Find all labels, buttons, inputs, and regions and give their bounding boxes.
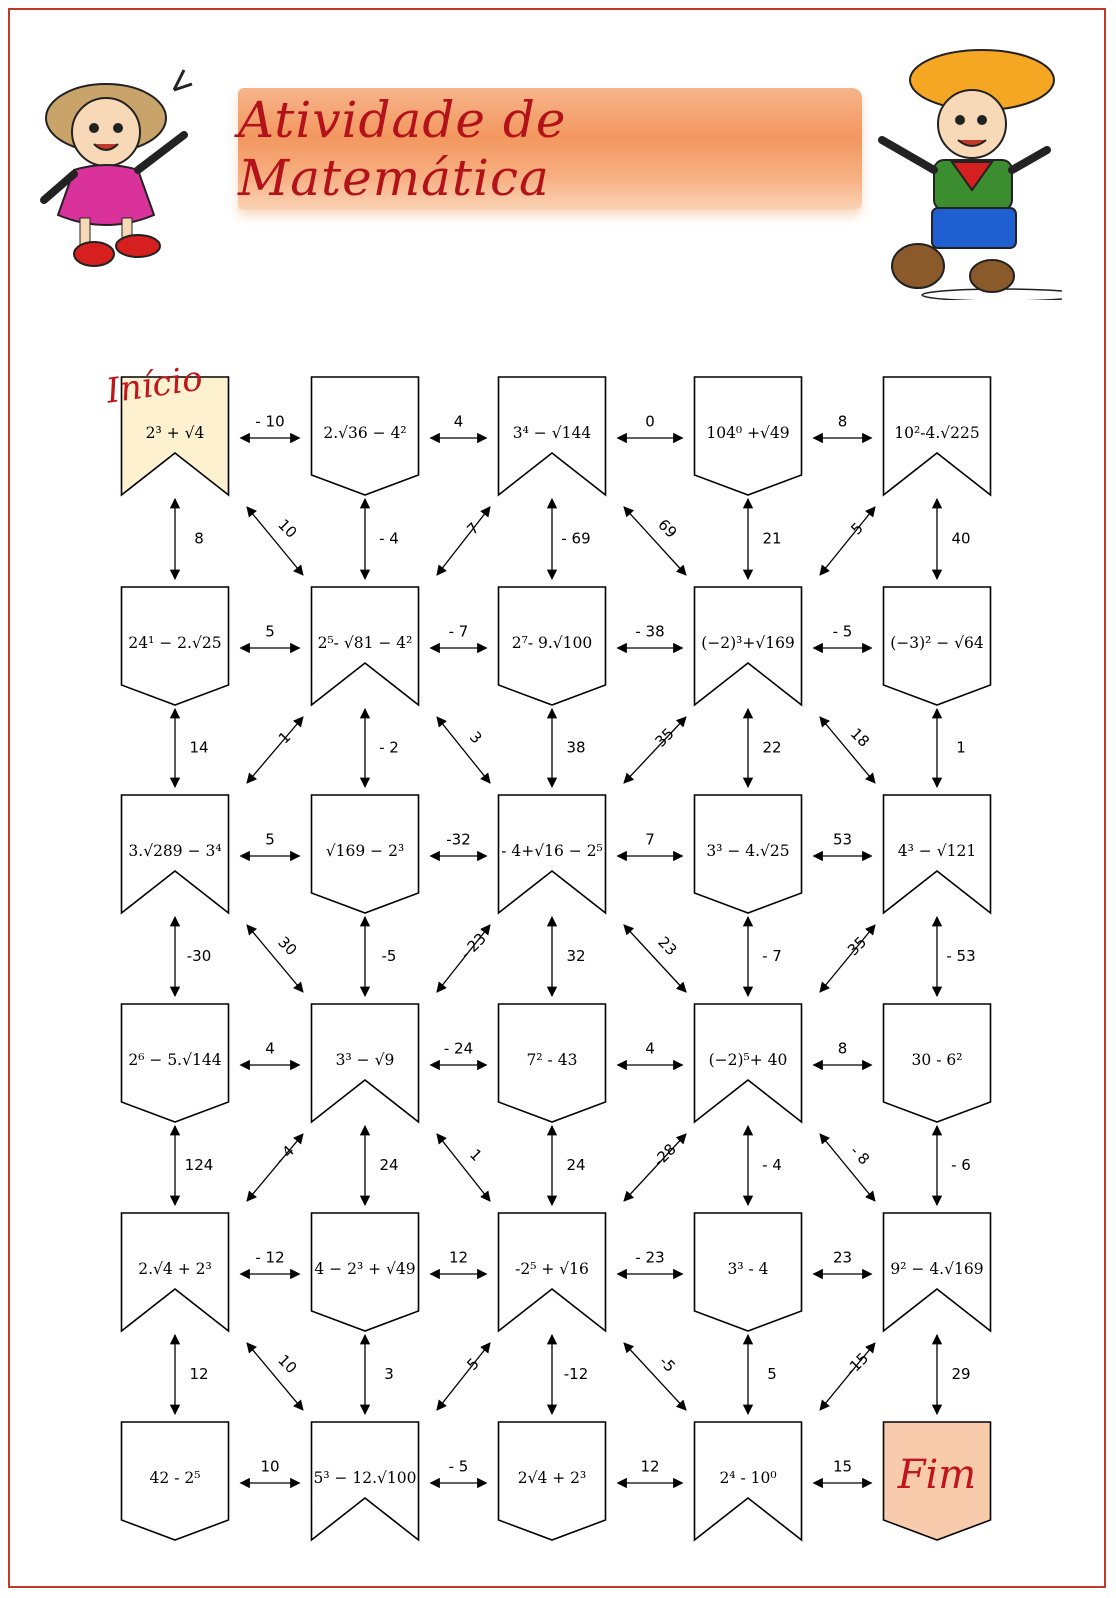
connector-label: - 2 — [379, 738, 399, 757]
connector-label: 4 — [453, 412, 464, 431]
connector-label: - 12 — [255, 1248, 285, 1267]
connector-arrow — [437, 507, 490, 575]
cell-expression: 2.√36 − 4² — [323, 424, 407, 442]
connector-label: 8 — [194, 529, 204, 548]
connector-label: 4 — [645, 1039, 655, 1058]
cell-expression: 3³ − √9 — [335, 1051, 395, 1069]
connector-label: - 69 — [561, 529, 591, 548]
connector-label: 8 — [837, 1039, 848, 1058]
connector-label: 5 — [265, 830, 275, 849]
connector-label: 21 — [762, 529, 782, 548]
connector-label: 12 — [189, 1365, 209, 1383]
cell-expression: - 4+√16 − 2⁵ — [501, 842, 603, 860]
connector-label: 1 — [274, 727, 295, 748]
connector-arrow — [437, 1343, 490, 1410]
cell-expression: 2⁴ - 10⁰ — [719, 1469, 777, 1487]
connector-label: 8 — [837, 412, 848, 431]
connector-label: 38 — [566, 738, 586, 757]
cell-expression: 42 - 2⁵ — [149, 1469, 201, 1487]
connector-label: 5 — [847, 518, 867, 539]
connector-arrow — [247, 1343, 303, 1410]
cell-expression: (−2)³+√169 — [701, 634, 795, 652]
connector-label: -30 — [186, 947, 212, 965]
connector-label: - 4 — [271, 1141, 298, 1169]
connector-arrow — [820, 507, 875, 575]
connector-label: - 8 — [846, 1141, 874, 1169]
connector-label: 10 — [260, 1457, 280, 1476]
connector-label: 24 — [379, 1156, 399, 1174]
connector-arrow — [437, 717, 490, 783]
connector-label: - 38 — [635, 622, 665, 641]
cell-expression: 2.√4 + 2³ — [138, 1260, 212, 1278]
connector-label: - 53 — [946, 947, 976, 965]
connector-arrow — [247, 507, 303, 575]
cell-expression: 3³ - 4 — [727, 1260, 769, 1278]
connector-label: 1 — [956, 738, 966, 757]
connector-arrow — [437, 1134, 490, 1201]
connector-label: 12 — [640, 1457, 660, 1476]
connector-label: 7 — [463, 518, 483, 539]
connector-label: 10 — [274, 515, 301, 542]
connector-arrow — [247, 717, 303, 783]
connector-label: 23 — [832, 1248, 853, 1267]
connector-arrow — [624, 1343, 686, 1410]
cell-expression: 10²-4.√225 — [894, 424, 980, 442]
connector-label: 29 — [951, 1365, 971, 1383]
connector-label: - 24 — [443, 1039, 474, 1058]
cell-expression: 2⁷- 9.√100 — [511, 634, 593, 652]
connector-label: -32 — [446, 830, 471, 849]
connector-label: 1 — [466, 1145, 486, 1165]
connector-label: 35 — [844, 933, 871, 960]
cell-expression: -2⁵ + √16 — [515, 1260, 589, 1278]
connector-arrow — [624, 507, 686, 575]
connector-label: - 23 — [635, 1248, 665, 1267]
cell-expression: 2⁶ − 5.√144 — [128, 1051, 222, 1069]
cell-expression: 2³ + √4 — [145, 424, 205, 442]
connector-label: -15 — [842, 1349, 873, 1380]
connector-label: 18 — [846, 724, 873, 751]
connector-label: 14 — [189, 738, 209, 757]
connector-label: - 5 — [832, 622, 853, 641]
connector-label: 24 — [566, 1156, 586, 1174]
cell-expression: 24¹ − 2.√25 — [128, 634, 222, 652]
connector-label: 40 — [951, 529, 971, 548]
cell-expression: 3.√289 − 3⁴ — [128, 842, 222, 860]
connector-label: - 7 — [762, 947, 782, 965]
connector-label: 3 — [466, 727, 486, 748]
connector-arrow — [247, 925, 303, 992]
connector-arrow — [247, 1134, 303, 1201]
connector-label: 12 — [448, 1248, 469, 1267]
cell-expression: 3³ − 4.√25 — [706, 842, 790, 860]
page-title: Atividade de Matemática — [238, 91, 567, 207]
cell-expression: (−2)⁵+ 40 — [708, 1051, 788, 1069]
start-label: Início — [103, 358, 206, 412]
cell-expression: 4 − 2³ + √49 — [314, 1260, 416, 1278]
connector-label: 53 — [832, 830, 853, 849]
cell-expression: 104⁰ +√49 — [706, 424, 790, 442]
connector-label: 22 — [762, 738, 782, 757]
cell-expression: 2√4 + 2³ — [517, 1469, 587, 1487]
connector-label: 4 — [265, 1039, 275, 1058]
connector-label: -28 — [649, 1140, 680, 1171]
connector-label: - 5 — [448, 1457, 469, 1476]
connector-arrow — [624, 717, 686, 783]
connector-label: 35 — [651, 724, 678, 751]
connector-arrow — [820, 1134, 875, 1201]
connector-label: 32 — [566, 947, 586, 965]
cell-expression: 30 - 6² — [911, 1051, 963, 1069]
connector-label: 5 — [463, 1354, 483, 1374]
connector-label: 10 — [274, 1351, 301, 1378]
connector-arrow — [820, 1343, 875, 1410]
connector-label: -5 — [381, 947, 397, 965]
connector-arrow — [624, 925, 686, 992]
connector-arrow — [820, 717, 875, 783]
cell-expression: (−3)² − √64 — [890, 634, 984, 652]
connector-label: 30 — [274, 933, 301, 960]
cell-expression: 9² − 4.√169 — [890, 1260, 984, 1278]
cell-expression: 4³ − √121 — [897, 842, 977, 860]
end-label: Fim — [897, 1452, 977, 1498]
connector-label: - 10 — [255, 412, 285, 431]
connector-label: -12 — [563, 1365, 589, 1383]
connector-label: 5 — [767, 1365, 777, 1383]
connector-label: - 4 — [762, 1156, 782, 1174]
connector-label: 23 — [654, 933, 681, 960]
connector-label: - 4 — [379, 529, 399, 548]
connector-label: - 23 — [456, 929, 490, 963]
cell-expression: 2⁵- √81 − 4² — [317, 634, 413, 652]
connector-label: 3 — [384, 1365, 394, 1383]
connector-arrow — [624, 1134, 686, 1201]
connector-label: 5 — [265, 622, 275, 641]
connector-label: 124 — [184, 1156, 214, 1174]
connector-label: -5 — [655, 1352, 680, 1376]
connector-label: 0 — [645, 412, 655, 431]
cell-expression: 5³ − 12.√100 — [313, 1469, 417, 1487]
cell-expression: 3⁴ − √144 — [512, 424, 592, 442]
connector-label: 69 — [654, 515, 681, 542]
connector-label: - 6 — [951, 1156, 971, 1174]
connector-arrow — [820, 925, 875, 992]
cell-expression: 7² - 43 — [526, 1051, 578, 1069]
connector-label: 7 — [645, 830, 655, 849]
connector-label: 15 — [832, 1457, 853, 1476]
connector-label: - 7 — [448, 622, 469, 641]
cell-expression: √169 − 2³ — [325, 842, 405, 860]
